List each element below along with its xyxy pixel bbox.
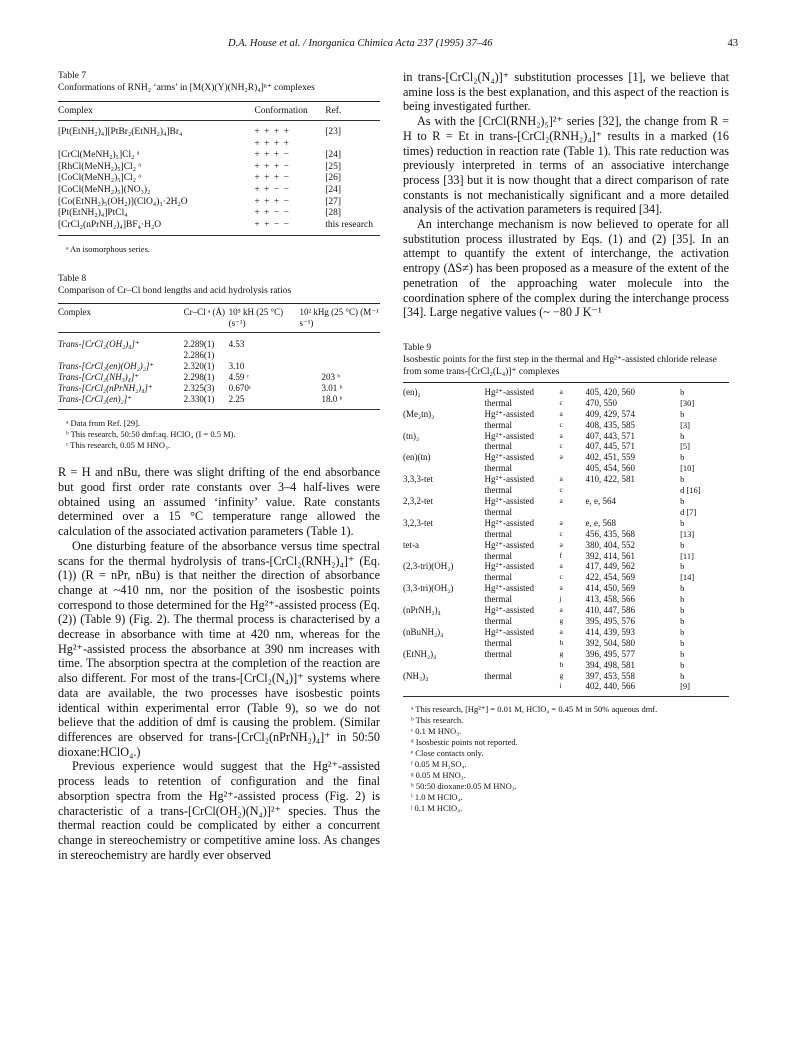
table8-col-kh: 10⁵ kH (25 °C) (s⁻¹) <box>228 307 284 329</box>
table9-cell: c <box>559 572 563 582</box>
table9-cell: thermal <box>484 441 512 452</box>
table9-cell: b <box>680 670 685 681</box>
table8-row <box>58 339 380 350</box>
table9-cell: d [16] <box>680 485 701 496</box>
table7-cell: this research <box>325 219 373 230</box>
page-number: 43 <box>727 38 738 49</box>
table9-row <box>403 681 729 692</box>
table7-cell: [Pt(EtNH₂)₄][PtBr₂(EtNH₂)₄]Br₄ <box>58 127 183 137</box>
table9-cell: Hg²⁺-assisted <box>484 386 534 397</box>
table9-cell: Hg²⁺-assisted <box>484 496 534 507</box>
table9-cell: 396, 495, 577 <box>585 648 636 659</box>
table9-cell: j <box>559 594 562 604</box>
table9-footnote: ᵍ 0.05 M HNO₃. <box>411 770 466 781</box>
table9-cell: thermal <box>484 506 512 517</box>
table9-footnote: ᵃ This research, [Hg²⁺] = 0.01 M, HClO₄ = 0.45 M in 50% aqueous dmf. <box>411 704 658 715</box>
table7-col-conformation: Conformation <box>254 106 308 116</box>
table9-cell: a <box>559 626 563 636</box>
table7-cell: + + + + <box>254 127 290 137</box>
table7-row <box>58 139 380 151</box>
table9-cell: 422, 454, 569 <box>585 572 636 583</box>
table8-cell: 2.320(1) <box>183 361 215 372</box>
table9-row <box>403 649 729 660</box>
table9-cell: 392, 414, 561 <box>585 550 636 561</box>
table9-row <box>403 551 729 562</box>
table7-grid <box>58 102 380 120</box>
table9-footnote: ᵉ Close contacts only. <box>411 748 484 759</box>
table8-cell: 2.325(3) <box>183 383 215 394</box>
table9-cell: Hg²⁺-assisted <box>484 517 534 528</box>
table9-cell: a <box>559 430 563 440</box>
table9-cell: c <box>559 528 563 538</box>
table9-cell: b <box>680 561 685 572</box>
table9-cell: a <box>559 474 563 484</box>
table9-cell: thermal <box>484 397 512 408</box>
table7-cell: [CoCl(MeNH₂)₅]Cl₂ ᵃ <box>58 173 141 184</box>
table9-footnote: ʲ 0.1 M HClO₄. <box>411 803 463 814</box>
table9-cell: (EtNH₂)₄ <box>403 648 437 659</box>
table9-cell: 397, 453, 558 <box>585 670 636 681</box>
left-paragraph-2: One disturbing feature of the absorbance versus time spectral scans for the thermal hydrolysis of trans-[CrCl₂(RNH₂)₄]⁺ (Eq. (1)) (R = nPr, nBu) is that neither the direction of absorbance change at ~410 nm, nor the position of the isosbestic points correspond to those determined for the Hg²⁺-assisted process (Eq. (2)) (Table 9) (Fig. 2). The thermal process is characterised by a decrease in absorbance with time at 420 nm, whereas for the Hg²⁺-assisted process the absorbance at 390 nm increases with time. The absorption spectra at the completion of the reaction are also different. For most of the trans-[CrCl₂(N₄)]⁺ systems where data are available, the two processes have isosbestic points identical within experimental error (Table 9), so we do not believe that the addition of dmf is causing the problem. (Similar differences are observed for trans-[CrCl₂(nPrNH₂)₄]⁺ in 50:50 dioxane:HClO₄.) <box>58 538 380 759</box>
table9-footnote: ᵇ This research. <box>411 715 464 726</box>
table7-cell: + + + − <box>254 196 290 207</box>
table9-cell: 410, 447, 586 <box>585 605 636 616</box>
table9-cell: 392, 504, 580 <box>585 637 636 648</box>
table9-cell: [9] <box>680 681 690 692</box>
table7-row <box>58 208 380 220</box>
table7-cell: [CoCl(MeNH₂)₅](NO₃)₂ <box>58 184 151 195</box>
table9-cell: a <box>559 496 563 506</box>
table9-cell <box>403 507 485 518</box>
table9-cell: (nPrNH₂)₄ <box>403 605 441 616</box>
table8-footnote-c: ᶜ This research, 0.05 M HNO₃. <box>66 440 171 451</box>
table9-cell: 414, 450, 569 <box>585 583 636 594</box>
journal-citation: D.A. House et al. / Inorganica Chimica Acta 237 (1995) 37–46 <box>228 38 493 49</box>
table9-cell: 2,3,2-tet <box>403 496 433 507</box>
table7-row <box>58 220 380 232</box>
table8-cell: 2.25 <box>228 394 245 405</box>
table9-cell: Hg²⁺-assisted <box>484 605 534 616</box>
table9-cell: e, e, 564 <box>585 496 617 507</box>
table7-cell: + + − − <box>254 184 290 195</box>
table9-cell: 3,3,3-tet <box>403 474 433 485</box>
table9-row <box>403 507 729 518</box>
table9-footnote: ᶜ 0.1 M HNO₃. <box>411 726 462 737</box>
table9-row <box>403 387 729 398</box>
table9-cell: b <box>680 637 685 648</box>
table9-cell: 407, 445, 571 <box>585 441 636 452</box>
table8-cell: Trans-[CrCl₂(NH₃)₄]⁺ <box>58 372 140 383</box>
table7-cell: [26] <box>325 173 342 184</box>
table9-row <box>403 605 729 616</box>
table9-cell: 470, 550 <box>585 397 618 408</box>
table9-cell: Hg²⁺-assisted <box>484 626 534 637</box>
right-body-text <box>403 70 729 320</box>
table9-cell: (2,3-tri)(OH₂) <box>403 561 454 572</box>
table8-cell <box>299 350 380 361</box>
table8-footnote-a: ᵃ Data from Ref. [29]. <box>66 418 141 429</box>
table9-cell: g <box>559 648 564 658</box>
table9-cell: Hg²⁺-assisted <box>484 561 534 572</box>
table9-cell: g <box>559 670 564 680</box>
table9-cell <box>403 638 485 649</box>
table9-row <box>403 583 729 594</box>
table9-cell: b <box>680 539 685 550</box>
table7-caption: Conformations of RNH₂ ‘arms’ in [M(X)(Y)(NH₂R)₄]ⁿ⁺ complexes <box>58 83 315 93</box>
right-paragraph-3: An interchange mechanism is now believed to operate for all substitution process illustrated by Eqs. (1) and (2) [35]. In an attempt to quantify the extent of interchange, the activation entropy (ΔS≠) has been proposed as a measure of the extent of the penetration of the approaching water molecule into the coordination sphere of the complex during the interchange process [34]. Large negative values (~ −80 J K⁻¹ <box>403 217 729 320</box>
table8-col-complex: Complex <box>58 307 91 318</box>
table8-cell: 2.298(1) <box>183 372 215 383</box>
table9-cell: 380, 404, 552 <box>585 539 636 550</box>
table9-cell: b <box>680 605 685 616</box>
table9-cell: h <box>559 659 564 669</box>
table9-cell <box>403 420 485 431</box>
table7-cell: [27] <box>325 196 342 207</box>
table9-cell: 402, 440, 566 <box>585 681 636 692</box>
table9-cell: a <box>559 408 563 418</box>
table7-cell: [24] <box>325 184 342 195</box>
table8-cell <box>299 361 380 372</box>
table9-cell: thermal <box>484 594 512 605</box>
table9-cell: [5] <box>680 441 690 452</box>
left-column <box>58 70 380 862</box>
table8-cell: Trans-[CrCl₂(en)₂]⁺ <box>58 394 133 405</box>
table9-row <box>403 594 729 605</box>
table9-cell: 402, 451, 559 <box>585 452 636 463</box>
table9-cell: thermal <box>484 615 512 626</box>
table7-cell <box>58 139 254 151</box>
table9-cell: a <box>559 386 563 396</box>
table7-row <box>58 127 380 139</box>
table9-row <box>403 398 729 409</box>
table7-cell: [Pt(EtNH₂)₄]PtCl₄ <box>58 208 128 219</box>
table9-cell: thermal <box>484 419 512 430</box>
table9-cell: i <box>559 681 562 691</box>
table9-cell: 3,2,3-tet <box>403 517 433 528</box>
table9-row <box>403 660 729 671</box>
table9-cell: Hg²⁺-assisted <box>484 539 534 550</box>
table8-row <box>58 372 380 383</box>
table8-grid <box>58 304 380 332</box>
table7-cell: [28] <box>325 208 342 219</box>
table7-cell: [RhCl(MeNH₂)₅]Cl₂ ᵃ <box>58 161 141 172</box>
table9-cell: Hg²⁺-assisted <box>484 474 534 485</box>
table7-row <box>58 185 380 197</box>
table8-col-crcl: Cr–Cl ᵃ (Å) <box>183 307 226 318</box>
table8-cell: 18.0 ᵇ <box>321 394 343 405</box>
table8-row <box>58 394 380 405</box>
left-paragraph-3: Previous experience would suggest that the Hg²⁺-assisted process leads to retention of configuration and the final absorption spectra from the Hg²⁺-assisted process (Fig. 2) is characteristic of a trans-[CrCl(OH₂)(N₄)]²⁺ species. Thus the thermal reaction could be complicated by either a concurrent change in stereochemistry or competitive amine loss. As changes in stereochemistry are hardly ever observed <box>58 759 380 862</box>
table8-cell: 2.330(1) <box>183 394 215 405</box>
table9-cell <box>559 507 585 518</box>
table9-cell: a <box>559 583 563 593</box>
table9-cell: thermal <box>484 463 512 474</box>
table9-footnote: ⁱ 1.0 M HClO₄. <box>411 792 463 803</box>
table9-row <box>403 441 729 452</box>
table9-footnote: ᶠ 0.05 M H₂SO₄. <box>411 759 467 770</box>
table9-footnote: ᵈ Isosbestic points not reported. <box>411 737 518 748</box>
table7 <box>58 70 380 255</box>
table9-cell <box>485 660 560 671</box>
table9-row <box>403 496 729 507</box>
table8-cell: 4.53 <box>228 339 245 350</box>
table8-caption: Comparison of Cr–Cl bond lengths and acid hydrolysis ratios <box>58 286 292 297</box>
table9-row <box>403 529 729 540</box>
table9-cell: Hg²⁺-assisted <box>484 408 534 419</box>
table9-cell: thermal <box>484 485 512 496</box>
table8-row <box>58 350 380 361</box>
right-paragraph-1: in trans-[CrCl₂(N₄)]⁺ substitution processes [1], we believe that amine loss is the best explanation, and this aspect of the reaction is being investigated further. <box>403 70 729 114</box>
table7-cell: + + + + <box>254 138 290 149</box>
table7-cell: [23] <box>325 127 342 137</box>
table7-cell <box>325 139 380 151</box>
table9-cell: [14] <box>680 572 695 583</box>
table9-cell: thermal <box>484 572 512 583</box>
table9-cell: 413, 458, 566 <box>585 594 636 605</box>
table9-cell: (en)(tn) <box>403 452 431 463</box>
table7-row <box>58 150 380 162</box>
table9-cell: b <box>680 496 685 507</box>
table9-cell: c <box>559 397 563 407</box>
table9-cell: a <box>559 452 563 462</box>
table9-row <box>403 671 729 682</box>
table7-header-row <box>58 102 380 120</box>
table9-cell: 410, 422, 581 <box>585 474 636 485</box>
table9-cell: a <box>559 605 563 615</box>
table9-cell: Hg²⁺-assisted <box>484 430 534 441</box>
table8-cell: 0.670ᶜ <box>228 383 252 394</box>
table9-cell <box>485 681 560 692</box>
table7-cell: + + + − <box>254 161 290 172</box>
table9-cell: 394, 498, 581 <box>585 659 636 670</box>
table9-cell <box>403 572 485 583</box>
table9-cell <box>403 529 485 540</box>
table8-cell: Trans-[CrCl₂(OH₂)₄]⁺ <box>58 339 140 350</box>
table9-cell: e, e, 568 <box>585 517 617 528</box>
table9-cell: 395, 495, 576 <box>585 615 636 626</box>
table7-label: Table 7 <box>58 71 87 81</box>
table8-header-row <box>58 304 380 332</box>
table9-cell: b <box>680 452 685 463</box>
table8-cell: Trans-[CrCl₂(nPrNH₂)₄]⁺ <box>58 383 153 394</box>
table9-cell <box>403 551 485 562</box>
table9-cell: a <box>559 517 563 527</box>
table7-row <box>58 173 380 185</box>
table9-cell: [30] <box>680 397 695 408</box>
table9-row <box>403 518 729 529</box>
table9-cell: (nBuNH₂)₄ <box>403 626 444 637</box>
table9-cell: (3,3-tri)(OH₂) <box>403 583 454 594</box>
table7-cell: [25] <box>325 161 342 172</box>
table9-row <box>403 627 729 638</box>
table8-cell: Trans-[CrCl₂(en)(OH₂)₂]⁺ <box>58 361 155 372</box>
table8-cell: 3.01 ᵇ <box>321 383 343 394</box>
table9-row <box>403 452 729 463</box>
table7-col-complex: Complex <box>58 106 93 116</box>
table9-cell <box>403 398 485 409</box>
table9-cell: c <box>559 441 563 451</box>
table9-cell: [3] <box>680 419 690 430</box>
table9-row <box>403 409 729 420</box>
table9-cell: f <box>559 550 562 560</box>
table9-cell <box>559 463 585 474</box>
table8-col-khg: 10² kHg (25 °C) (M⁻¹ s⁻¹) <box>299 307 379 329</box>
table9-cell <box>403 594 485 605</box>
table9-cell: 405, 454, 560 <box>585 463 636 474</box>
table8-cell <box>299 339 380 350</box>
table7-footnote: ᵃ An isomorphous series. <box>66 244 151 255</box>
table9-cell: d [7] <box>680 506 697 517</box>
table7-cell: + + + − <box>254 150 290 161</box>
table9-cell: thermal <box>484 637 512 648</box>
table9-footnote: ʰ 50:50 dioxane:0.05 M HNO₃. <box>411 781 517 792</box>
table9-cell: 417, 449, 562 <box>585 561 636 572</box>
table9-cell: 456, 435, 568 <box>585 528 636 539</box>
table9-row <box>403 540 729 551</box>
table9-cell: a <box>559 561 563 571</box>
table9-cell: b <box>680 626 685 637</box>
table9-row <box>403 463 729 474</box>
table9-cell: (en)₂ <box>403 386 421 397</box>
table9-cell: [10] <box>680 463 695 474</box>
table9-cell: b <box>680 408 685 419</box>
table8-body <box>58 339 380 405</box>
table8-label: Table 8 <box>58 274 87 285</box>
table9-caption: Isosbestic points for the first step in the thermal and Hg²⁺-assisted chloride release from some trans-[CrCl₂(L₄)]⁺ complexes <box>403 354 717 377</box>
table7-cell: + + − − <box>254 208 290 219</box>
table7-cell: + + − − <box>254 219 290 230</box>
table9-row <box>403 431 729 442</box>
table8-cell: 2.289(1) <box>183 339 215 350</box>
table9-row <box>403 616 729 627</box>
table9-cell <box>586 507 681 518</box>
table9-cell <box>403 660 485 671</box>
table8-row <box>58 361 380 372</box>
table9-cell: b <box>680 474 685 485</box>
table9-cell: tet-a <box>403 539 419 550</box>
table7-row <box>58 197 380 209</box>
table9-cell: Hg²⁺-assisted <box>484 452 534 463</box>
table9-cell: thermal <box>484 670 512 681</box>
table9-cell <box>403 616 485 627</box>
table9-cell: b <box>680 583 685 594</box>
table9-cell: [11] <box>680 550 694 561</box>
left-body-text <box>58 465 380 862</box>
table9-cell: [13] <box>680 528 695 539</box>
table9-grid <box>403 387 729 692</box>
table8-cell: 4.59 ᶜ <box>228 372 249 383</box>
table9-cell: 409, 429, 574 <box>585 408 636 419</box>
table9-cell: (NH₃)₄ <box>403 670 429 681</box>
table9-cell: c <box>559 485 563 495</box>
table9-cell <box>403 441 485 452</box>
table7-cell: [CrCl(MeNH₂)₅]Cl₂ ᵃ <box>58 150 140 161</box>
table8-cell: 3.10 <box>228 361 245 372</box>
table8-cell <box>229 350 300 361</box>
table9-cell: h <box>559 637 564 647</box>
right-column <box>403 70 729 814</box>
table9-cell: thermal <box>484 648 512 659</box>
table8-cell: 203 ᵇ <box>321 372 341 383</box>
table9-label: Table 9 <box>403 342 432 353</box>
table9-cell: b <box>680 517 685 528</box>
table9-row <box>403 572 729 583</box>
table8-footnote-b: ᵇ This research, 50:50 dmf:aq. HClO₄ (I = 0.5 M). <box>66 429 236 440</box>
table9-cell <box>403 485 485 496</box>
table9-row <box>403 485 729 496</box>
table9-cell: b <box>680 659 685 670</box>
right-paragraph-2: As with the [CrCl(RNH₂)₅]²⁺ series [32], the change from R = H to R = Et in trans-[CrCl₂(RNH₂)₄]⁺ results in a marked (16 times) reduction in reaction rate (Table 1). This rate reduction was previously interpreted in terms of an associative interchange process [33] but it is now thought that a direct comparison of rate constants is not mechanistically significant and a more detailed analysis of the activation parameters is required [34]. <box>403 114 729 217</box>
table8-cell: 2.286(1) <box>183 350 215 361</box>
table9-row <box>403 420 729 431</box>
table9-row <box>403 638 729 649</box>
table7-cell: + + + − <box>254 173 290 184</box>
table9-cell: Hg²⁺-assisted <box>484 583 534 594</box>
table8-cell <box>58 350 184 361</box>
table9-cell: a <box>559 539 563 549</box>
table7-row <box>58 162 380 174</box>
table9-cell: thermal <box>484 528 512 539</box>
table9-cell: b <box>680 430 685 441</box>
table9 <box>403 342 729 814</box>
table8 <box>58 273 380 451</box>
table9-row <box>403 561 729 572</box>
table9-cell: 407, 443, 571 <box>585 430 636 441</box>
table7-cell: [Co(EtNH₂)₅(OH₂)](ClO₄)₃·2H₂O <box>58 196 188 207</box>
table9-cell: (tn)₂ <box>403 430 420 441</box>
table9-cell: b <box>680 615 685 626</box>
table7-col-ref: Ref. <box>325 106 342 116</box>
table9-cell: thermal <box>484 550 512 561</box>
table9-cell: 408, 435, 585 <box>585 419 636 430</box>
table9-cell: b <box>680 386 685 397</box>
table8-row <box>58 383 380 394</box>
table9-cell: b <box>680 648 685 659</box>
table9-cell <box>403 681 485 692</box>
table9-cell <box>586 485 681 496</box>
table7-cell: [24] <box>325 150 342 161</box>
left-paragraph-1: R = H and nBu, there was slight drifting of the end absorbance but good first order rate constants over 3–4 half-lives were obtained using an assumed ‘infinity’ value. Rate constants determined over a 15 °C temperature range allowed the calculation of the associated activation parameters (Table 1). <box>58 465 380 539</box>
table9-cell: (Me₂tn)₂ <box>403 408 435 419</box>
table9-cell: b <box>680 594 685 605</box>
table7-cell: [CrCl₂(nPrNH₂)₄]BF₄·H₂O <box>58 219 162 230</box>
table9-cell <box>403 463 485 474</box>
table7-body <box>58 127 380 231</box>
table9-cell: 405, 420, 560 <box>585 386 636 397</box>
table9-row <box>403 474 729 485</box>
table9-cell: 414, 439, 593 <box>585 626 636 637</box>
table9-cell: c <box>559 419 563 429</box>
table9-cell: g <box>559 615 564 625</box>
